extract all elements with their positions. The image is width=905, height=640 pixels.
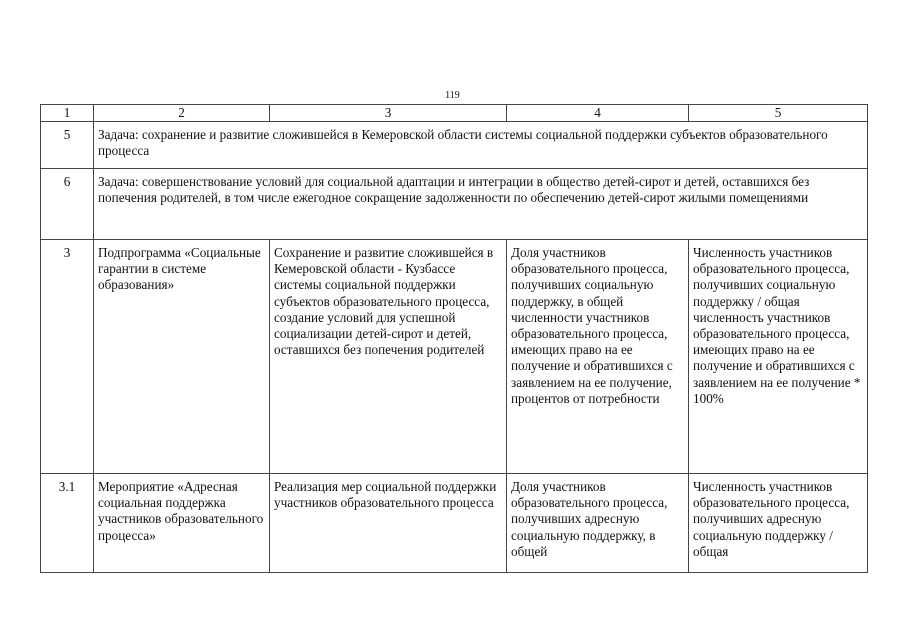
header-col-4: 4 <box>507 105 689 122</box>
row-number: 3 <box>41 240 94 474</box>
table-row <box>41 122 868 169</box>
indicator-name: Доля участников образовательного процесса, получивших адресную социальную поддержку, в общей <box>507 474 689 573</box>
program-name: Подпрограмма «Социальные гарантии в системе образования» <box>94 240 270 474</box>
table-header-row <box>41 105 868 122</box>
program-goal: Реализация мер социальной поддержки участников образовательного процесса <box>270 474 507 573</box>
table-row <box>41 474 868 573</box>
row-number: 5 <box>41 122 94 169</box>
table-row <box>41 169 868 240</box>
task-text: Задача: совершенствование условий для социальной адаптации и интеграции в общество детей-сирот и детей, оставшихся без попечения родителей, в том числе ежегодное сокращение задолженности по обеспечению детей-сирот жилыми помещениями <box>94 169 868 240</box>
program-name: Мероприятие «Адресная социальная поддержка участников образовательного процесса» <box>94 474 270 573</box>
indicator-formula: Численность участников образовательного процесса, получивших адресную социальную поддержку / общая <box>689 474 868 573</box>
header-col-1: 1 <box>41 105 94 122</box>
task-text: Задача: сохранение и развитие сложившейся в Кемеровской области системы социальной поддержки субъектов образовательного процесса <box>94 122 868 169</box>
header-col-2: 2 <box>94 105 270 122</box>
page-number: 119 <box>445 90 460 101</box>
table-row <box>41 240 868 474</box>
header-col-5: 5 <box>689 105 868 122</box>
program-goal: Сохранение и развитие сложившейся в Кемеровской области - Кузбассе системы социальной поддержки субъектов образовательного процесса, создание условий для успешной социализации детей-сирот и детей, оставшихся без попечения родителей <box>270 240 507 474</box>
row-number: 6 <box>41 169 94 240</box>
program-table <box>40 104 868 573</box>
indicator-name: Доля участников образовательного процесса, получивших социальную поддержку, в общей численности участников образовательного процесса, имеющих право на ее получение и обратившихся с заявлением на ее получение, процентов от потребности <box>507 240 689 474</box>
row-number: 3.1 <box>41 474 94 573</box>
header-col-3: 3 <box>270 105 507 122</box>
indicator-formula: Численность участников образовательного процесса, получивших социальную поддержку / общая численность участников образовательного процесса, имеющих право на ее получение и обратившихся с заявлением на ее получение * 100% <box>689 240 868 474</box>
